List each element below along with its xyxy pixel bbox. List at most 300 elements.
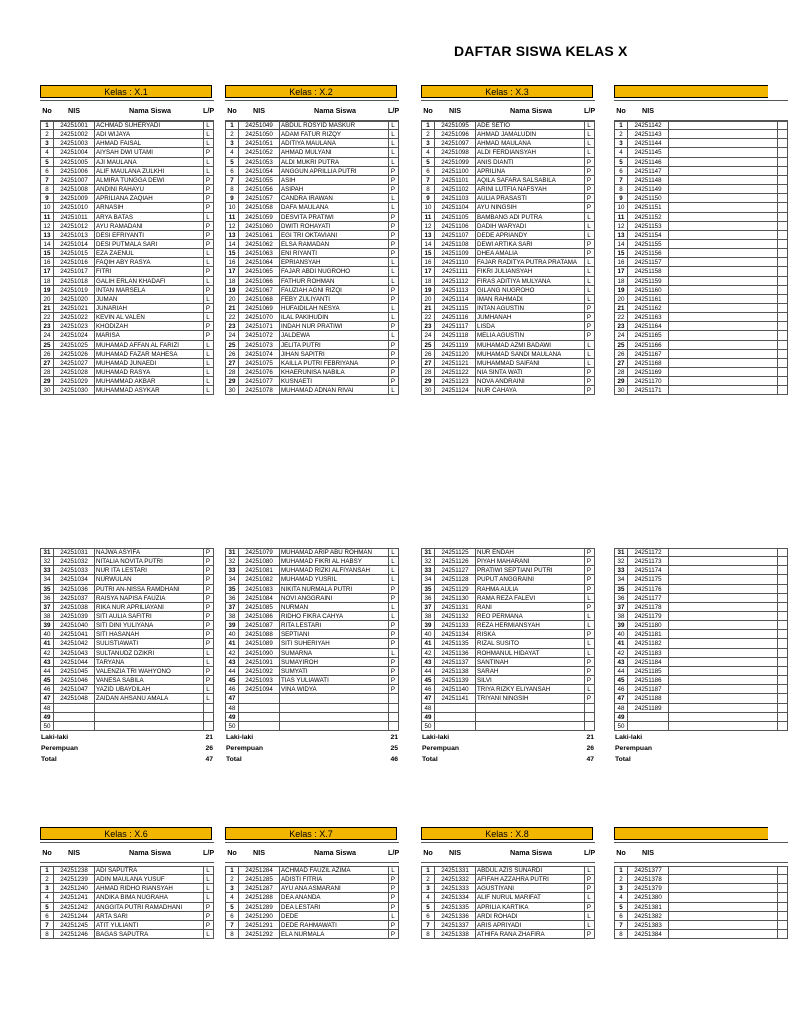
student-no: 39 [424,622,432,629]
student-gender [777,639,787,648]
student-gender: L [206,140,210,147]
student-name: NUR ENDAH [477,549,514,556]
student-nis: 24251331 [441,867,469,874]
student-nis: 24251172 [634,549,662,556]
student-name: DEA ANANDA [281,894,321,901]
student-no: 9 [45,195,49,202]
totals-female-label: Perempuan [422,745,460,752]
student-nis: 24251071 [245,323,273,330]
student-name: RITA LESTARI [281,622,322,629]
student-no: 8 [230,931,234,938]
table-row [421,331,595,340]
table-row [225,331,399,340]
student-no: 14 [617,241,625,248]
student-no: 24 [617,332,625,339]
student-nis: 24251053 [245,159,273,166]
student-name: MUHAMAD SANDI MAULANA [477,351,562,358]
student-gender: L [587,223,591,230]
student-nis: 24251168 [634,360,662,367]
student-name: MUHAMAD AFFAN AL FARIZI [96,342,179,349]
student-gender: L [391,549,395,556]
student-name: MUHAMMAD ASYKAR [96,387,160,394]
student-nis: 24251244 [60,913,88,920]
student-name: APRILIANA ZAQIAH [96,195,153,202]
student-gender: L [587,913,591,920]
student-nis: 24251033 [60,567,88,574]
student-gender: P [205,241,211,248]
student-name: AHMAD MULYANI [281,149,332,156]
student-nis: 24251077 [245,378,273,385]
student-gender: P [586,186,592,193]
student-no: 7 [619,177,623,184]
student-gender: P [390,223,396,230]
student-no: 41 [617,640,625,647]
column-header-row [225,100,399,121]
student-no: 13 [617,232,625,239]
totals-male-label: Laki-laki [226,734,254,741]
student-no: 34 [617,576,625,583]
student-no: 4 [45,894,49,901]
student-gender: P [205,268,211,275]
student-gender: P [205,567,211,574]
student-gender: P [205,558,211,565]
student-gender: L [391,159,395,166]
column-header-lp: L/P [584,106,596,115]
student-nis: 24251150 [634,195,662,202]
student-nis: 24251045 [60,668,88,675]
student-no: 35 [228,586,236,593]
student-name: JALDEWA [281,332,310,339]
student-gender: L [391,913,395,920]
student-no: 37 [617,604,625,611]
student-name: MUHAMAD YUSRIL [281,576,337,583]
student-nis: 24251059 [245,214,273,221]
totals-female-value: 26 [205,745,213,752]
student-no: 3 [230,885,234,892]
student-nis: 24251030 [60,387,88,394]
column-header-nama: Nama Siswa [129,848,171,857]
student-name: PUTRI AN-NISSA RAMDHANI [96,586,180,593]
student-gender: P [205,305,211,312]
student-nis: 24251073 [245,342,273,349]
student-name: DESI PUTMALA SARI [96,241,158,248]
student-gender: L [206,369,210,376]
student-nis: 24251065 [245,268,273,275]
student-name: ADE SETIO [477,122,511,129]
table-row [225,694,399,703]
column-header-nama: Nama Siswa [510,848,552,857]
student-gender: P [390,232,396,239]
column-header-row [225,842,399,863]
student-nis: 24251130 [441,595,469,602]
totals-total-label: Total [615,756,631,763]
student-nis: 24251170 [634,378,662,385]
student-no: 29 [617,378,625,385]
student-gender: L [206,867,210,874]
student-gender: L [587,922,591,929]
student-name [669,267,778,276]
student-no: 46 [228,686,236,693]
student-gender: P [390,177,396,184]
student-nis: 24251135 [441,640,469,647]
student-gender: L [587,278,591,285]
student-nis: 24251044 [60,659,88,666]
student-name: RAISYA NAPISA FAUZIA [96,595,166,602]
student-nis: 24251159 [634,278,662,285]
column-header-no: No [616,106,626,115]
student-nis: 24251147 [634,168,662,175]
column-header-row [40,100,214,121]
student-gender: L [206,159,210,166]
student-no: 28 [424,369,432,376]
student-nis: 24251138 [441,668,469,675]
student-nis: 24251336 [441,913,469,920]
totals-female [40,743,214,754]
student-gender: L [587,622,591,629]
student-gender: P [205,922,211,929]
table-row [225,148,399,157]
student-no: 49 [43,714,51,721]
student-gender: P [390,904,396,911]
student-gender: L [587,360,591,367]
student-name: ASIH [281,177,296,184]
student-nis: 24251020 [60,296,88,303]
student-nis: 24251332 [441,876,469,883]
student-name: NOVA ANDRAINI [477,378,525,385]
student-name: SARAH [477,668,499,675]
student-name: ALMIRA TUNGGA DEWI [96,177,165,184]
student-nis: 24251031 [60,549,88,556]
student-nis: 24251169 [634,369,662,376]
student-nis: 24251154 [634,232,662,239]
student-nis: 24251095 [441,122,469,129]
student-no: 39 [228,622,236,629]
student-gender: L [206,876,210,883]
student-gender: P [390,186,396,193]
student-no: 46 [617,686,625,693]
student-name: MUHAMMAD AKBAR [96,378,156,385]
student-no: 33 [617,567,625,574]
student-name: KHODIZAH [96,323,128,330]
student-nis: 24251063 [245,250,273,257]
student-no: 50 [424,723,432,730]
student-name: SITI HASANAH [96,631,139,638]
student-nis: 24251060 [245,223,273,230]
student-no: 6 [619,168,623,175]
student-no: 15 [43,250,51,257]
student-gender: P [586,659,592,666]
student-no: 36 [424,595,432,602]
student-no: 7 [426,922,430,929]
student-nis: 24251185 [634,668,662,675]
student-nis: 24251155 [634,241,662,248]
totals-male-value: 21 [205,734,213,741]
student-name: EPRIANSYAH [281,259,321,266]
student-gender: L [206,378,210,385]
student-no: 24 [424,332,432,339]
student-nis: 24251128 [441,576,469,583]
student-no: 15 [424,250,432,257]
student-nis: 24251189 [634,705,662,712]
student-name: ALDI MUKRI PUTRA [281,159,340,166]
student-gender: L [587,287,591,294]
student-no: 3 [45,885,49,892]
student-gender: P [205,613,211,620]
student-gender: P [390,214,396,221]
student-gender: P [586,931,592,938]
student-no: 5 [45,904,49,911]
student-name: FATHUR ROHMAN [281,278,335,285]
student-gender: P [390,369,396,376]
student-no: 22 [43,314,51,321]
student-gender: P [586,369,592,376]
student-nis: 24251106 [441,223,469,230]
student-no: 40 [424,631,432,638]
student-nis: 24251131 [441,604,469,611]
student-gender: L [587,342,591,349]
student-no: 34 [228,576,236,583]
student-gender: P [586,159,592,166]
table-row [225,639,399,648]
student-nis: 24251068 [245,296,273,303]
student-name: ABDUL AZIS SUNARDI [477,867,543,874]
student-no: 22 [228,314,236,321]
student-nis: 24251072 [245,332,273,339]
student-no: 2 [45,131,49,138]
student-name: SITI AULIA SAFITRI [96,613,152,620]
student-gender: P [205,549,211,556]
student-gender: P [205,677,211,684]
student-name: JUMHANAH [477,314,512,321]
student-nis: 24251070 [245,314,273,321]
student-name: ADIN MAULANA YUSUF [96,876,165,883]
student-name: MUHAMAD JUNAEDI [96,360,157,367]
student-nis: 24251022 [60,314,88,321]
student-name [280,694,389,703]
student-no: 3 [619,140,623,147]
student-no: 37 [228,604,236,611]
student-no: 34 [43,576,51,583]
student-no: 6 [619,913,623,920]
student-no: 4 [426,149,430,156]
student-gender: L [587,232,591,239]
table-row [225,893,399,902]
student-no: 41 [43,640,51,647]
student-name: ADISTI FITRIA [281,876,323,883]
student-name: AHMAD JAMALUDIN [477,131,537,138]
student-no: 42 [617,650,625,657]
totals-male [40,732,214,743]
table-row [421,575,595,584]
student-name: EGI TRI OKTAVIANI [281,232,338,239]
column-header-nis: NIS [68,106,80,115]
table-row [614,575,788,584]
student-name [669,331,778,340]
student-nis: 24251023 [60,323,88,330]
student-nis: 24251015 [60,250,88,257]
student-no: 1 [45,122,49,129]
student-name: AYU NINGSIH [477,204,517,211]
student-gender: P [586,567,592,574]
student-name: SANTINAH [477,659,509,666]
student-no: 11 [228,214,236,221]
student-no: 17 [617,268,625,275]
student-nis: 24251086 [245,613,273,620]
student-no: 6 [230,168,234,175]
student-gender: P [205,287,211,294]
student-gender: P [390,931,396,938]
student-name: NURMAN [281,604,309,611]
student-gender: P [390,360,396,367]
student-no: 19 [43,287,51,294]
totals-total-label: Total [422,756,438,763]
student-no: 6 [45,168,49,175]
student-gender: P [390,640,396,647]
student-nis: 24251139 [441,677,469,684]
table-row [614,148,788,157]
student-name: TIAS YULIAWATI [281,677,329,684]
student-no: 23 [424,323,432,330]
student-gender [777,694,787,703]
student-no: 3 [45,140,49,147]
student-no: 18 [43,278,51,285]
student-no: 18 [228,278,236,285]
totals-total [225,754,399,765]
student-name: KAILLA PUTRI FEBRIYANA [281,360,359,367]
student-name: VALENZIA TRI WAHYONO [96,668,171,675]
student-gender: L [206,314,210,321]
student-nis: 24251040 [60,622,88,629]
student-no: 22 [424,314,432,321]
student-nis: 24251100 [441,168,469,175]
student-nis: 24251081 [245,567,273,574]
column-header-no: No [42,106,52,115]
student-nis: 24251141 [441,695,469,702]
student-nis: 24251180 [634,622,662,629]
student-no: 8 [45,931,49,938]
student-no: 30 [43,387,51,394]
student-nis: 24251111 [441,268,469,275]
student-no: 38 [228,613,236,620]
student-gender: P [586,204,592,211]
student-nis: 24251292 [245,931,273,938]
student-no: 10 [43,204,51,211]
table-row [40,893,214,902]
student-nis: 24251012 [60,223,88,230]
student-gender: P [586,885,592,892]
student-no: 45 [617,677,625,684]
student-no: 25 [228,342,236,349]
student-name: RISKA [477,631,496,638]
student-nis: 24251097 [441,140,469,147]
student-gender: L [206,278,210,285]
student-no: 37 [424,604,432,611]
student-gender: L [587,140,591,147]
student-name: DEDE RAHMAWATI [281,922,337,929]
student-nis: 24251014 [60,241,88,248]
student-no: 38 [424,613,432,620]
student-no: 6 [45,913,49,920]
student-no: 45 [43,677,51,684]
student-name: FAUZIAH AGNI RIZQI [281,287,342,294]
student-gender [777,575,787,584]
student-no: 2 [230,131,234,138]
student-nis: 24251291 [245,922,273,929]
student-gender: P [205,195,211,202]
totals-total [40,754,214,765]
student-no: 25 [617,342,625,349]
student-name: ZAIDAN AHSANU AMALA [96,695,169,702]
student-name: ATIT YULIANTI [96,922,139,929]
student-gender: P [205,586,211,593]
student-name: ANIS DIANTI [477,159,514,166]
student-nis: 24251161 [634,296,662,303]
student-gender: L [391,387,395,394]
student-name: RIKA NUR APRILIAYANI [96,604,164,611]
student-no: 36 [617,595,625,602]
class-title: Kelas : X.3 [421,85,593,98]
student-no: 20 [43,296,51,303]
table-row [614,203,788,212]
student-name: ADAM FATUR RIZQY [281,131,342,138]
student-name: ELSA RAMADAN [281,241,330,248]
student-gender: P [390,686,396,693]
student-name: ANGGUN APRILLIA PUTRI [281,168,357,175]
student-nis: 24251122 [441,369,469,376]
student-gender [777,331,787,340]
class-title: Kelas : X.8 [421,827,593,840]
student-name: NITALIA NOVITA PUTRI [96,558,163,565]
student-gender: L [391,122,395,129]
column-header-row [40,842,214,863]
class-title: Kelas : X.2 [225,85,397,98]
student-nis: 24251384 [634,931,662,938]
student-gender: P [390,586,396,593]
student-name: REO PERMANA [477,613,523,620]
student-nis: 24251028 [60,369,88,376]
student-gender: L [206,659,210,666]
student-nis: 24251242 [60,904,88,911]
student-name: FITRI [96,268,112,275]
student-no: 8 [619,186,623,193]
student-gender: P [205,332,211,339]
student-gender: L [391,268,395,275]
student-name: MUHAMMAD SAIFANI [477,360,540,367]
student-nis [239,694,279,703]
student-no: 20 [424,296,432,303]
student-gender: L [206,686,210,693]
student-nis: 24251009 [60,195,88,202]
student-gender: P [205,631,211,638]
student-no: 27 [617,360,625,367]
student-nis: 24251075 [245,360,273,367]
student-no: 40 [228,631,236,638]
student-no: 21 [424,305,432,312]
student-name: ANDIKA BIMA NUGRAHA [96,894,168,901]
student-no: 27 [228,360,236,367]
student-no: 46 [424,686,432,693]
student-no: 1 [619,867,623,874]
student-nis: 24251107 [441,232,469,239]
student-no: 35 [424,586,432,593]
student-gender: P [586,332,592,339]
student-gender: L [206,351,210,358]
student-no: 44 [228,668,236,675]
student-nis: 24251381 [634,904,662,911]
student-gender: P [205,640,211,647]
student-no: 14 [228,241,236,248]
student-no: 44 [617,668,625,675]
